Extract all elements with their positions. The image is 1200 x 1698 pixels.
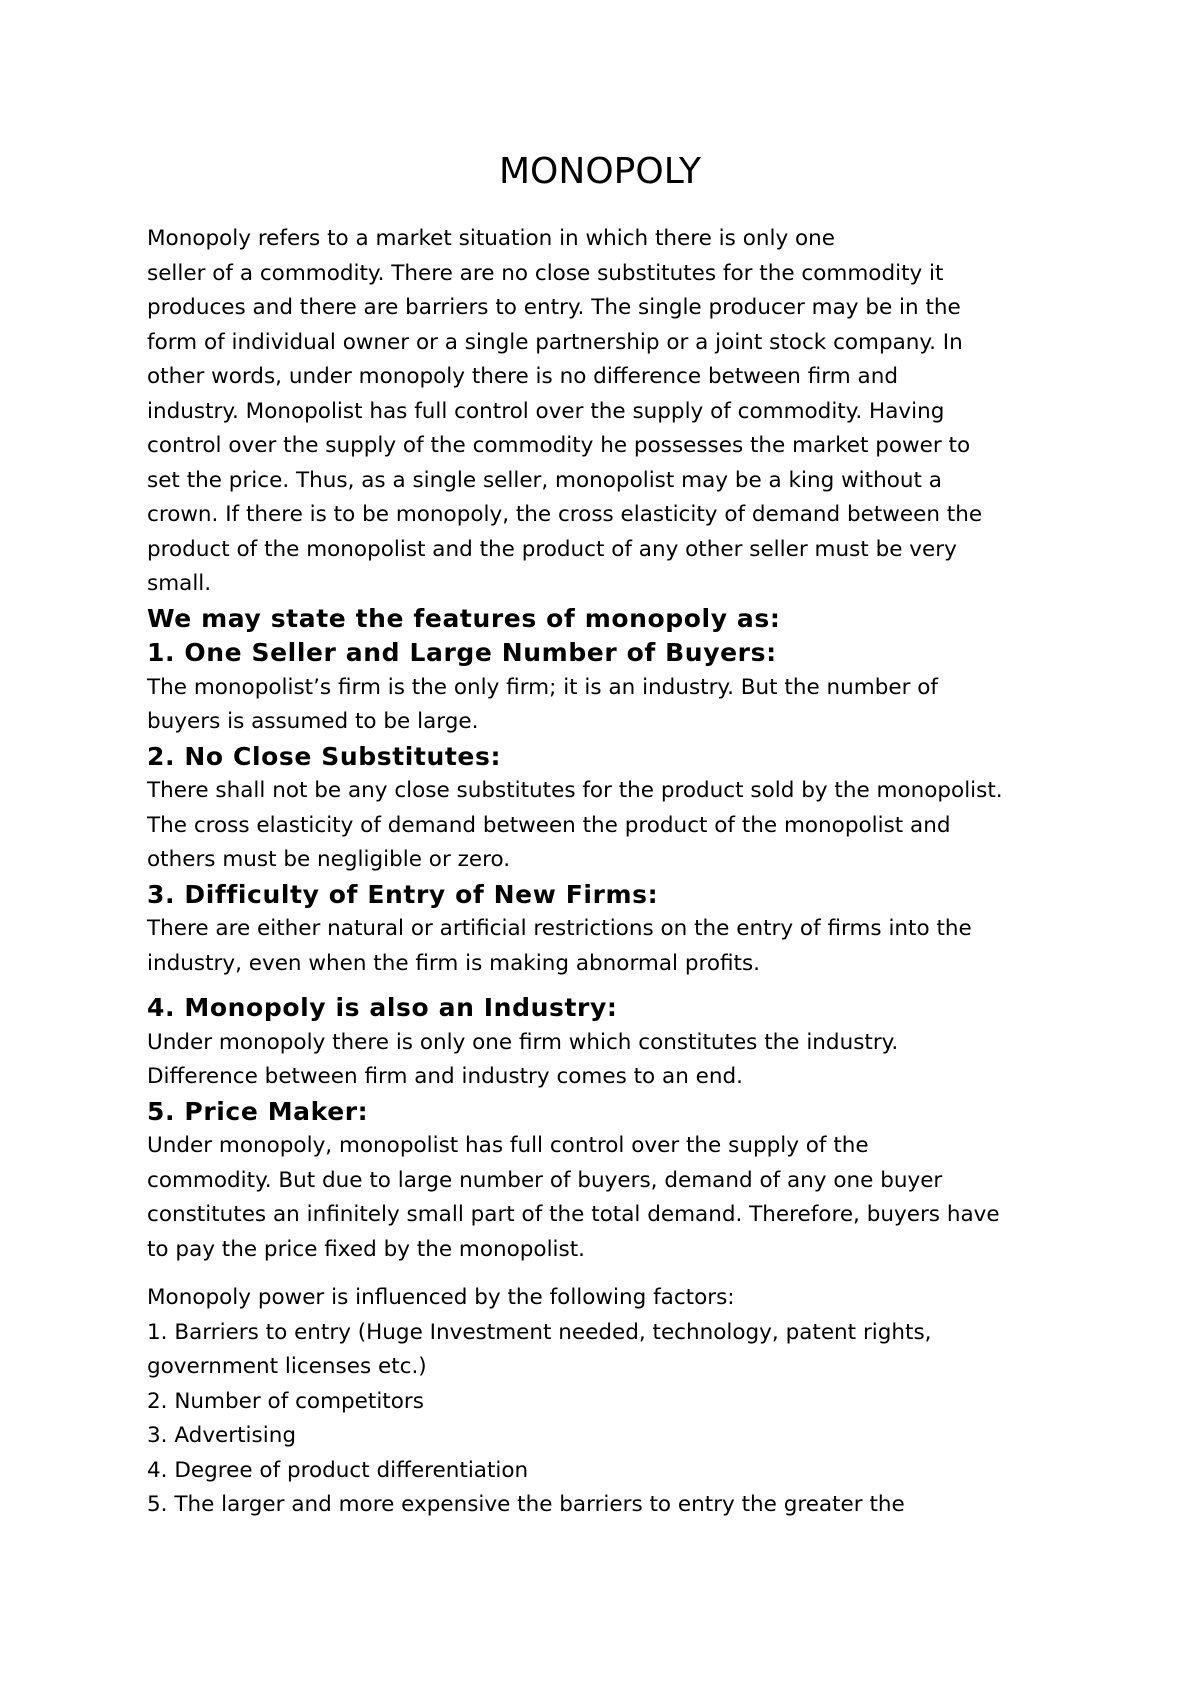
factors-line: 5. The larger and more expensive the barriers to entry the greater the [147,1492,905,1517]
intro-line: industry. Monopolist has full control over the supply of commodity. Having [147,398,945,424]
intro-line: other words, under monopoly there is no difference between firm and [147,364,898,389]
feature-heading: 3. Difficulty of Entry of New Firms: [147,879,659,909]
feature-line: The cross elasticity of demand between the product of the monopolist and [147,812,951,838]
intro-line: produces and there are barriers to entry. The single producer may be in the [147,295,961,320]
features-heading: We may state the features of monopoly as: [147,603,781,633]
intro-line: seller of a commodity. There are no close substitutes for the commodity it [147,260,944,286]
intro-line: form of individual owner or a single partnership or a joint stock company. In [147,329,963,355]
feature-line: industry, even when the firm is making abnormal profits. [147,950,761,976]
feature-line: buyers is assumed to be large. [147,709,479,734]
feature-line: There are either natural or artificial restrictions on the entry of firms into the [147,916,972,941]
feature-section [147,878,1087,982]
feature-line: Difference between firm and industry comes to an end. [147,1064,744,1089]
feature-heading: 4. Monopoly is also an Industry: [147,993,618,1022]
feature-line: The monopolist’s firm is the only firm; it is an industry. But the number of [147,674,938,700]
factors-line: 4. Degree of product differentiation [147,1457,529,1483]
intro-line: product of the monopolist and the product of any other seller must be very [147,536,957,562]
feature-line: to pay the price fixed by the monopolist. [147,1236,585,1262]
intro-line: control over the supply of the commodity he possesses the market power to [147,433,971,458]
page-title: MONOPOLY [499,151,701,192]
feature-heading: 1. One Seller and Large Number of Buyers: [147,638,777,667]
feature-heading: 2. No Close Substitutes: [147,741,502,771]
feature-heading: 5. Price Maker: [147,1096,369,1126]
feature-section [147,1095,1087,1268]
factors-line: Monopoly power is influenced by the following factors: [147,1285,735,1310]
feature-line: There shall not be any close substitutes for the product sold by the monopolist. [147,778,1003,803]
factors-line: 1. Barriers to entry (Huge Investment needed, technology, patent rights, [147,1319,932,1345]
intro-line: set the price. Thus, as a single seller, monopolist may be a king without a [147,467,942,493]
intro-line: Monopoly refers to a market situation in which there is only one [147,226,836,251]
feature-line: others must be negligible or zero. [147,847,511,872]
feature-line: Under monopoly there is only one firm which constitutes the industry. [147,1029,899,1055]
factors-list [147,1281,1087,1523]
feature-section [147,991,1087,1095]
factors-line: government licenses etc.) [147,1354,427,1379]
feature-line: constitutes an infinitely small part of the total demand. Therefore, buyers have [147,1202,1000,1227]
feature-section [147,740,1087,878]
feature-line: commodity. But due to large number of buyers, demand of any one buyer [147,1167,943,1193]
intro-line: crown. If there is to be monopoly, the cross elasticity of demand between the [147,502,983,527]
document-body [147,222,1087,1523]
intro-line: small. [147,571,212,596]
factors-line: 2. Number of competitors [147,1388,424,1414]
feature-section [147,636,1087,740]
feature-line: Under monopoly, monopolist has full control over the supply of the [147,1133,869,1158]
intro-paragraph [147,222,1087,602]
factors-line: 3. Advertising [147,1423,296,1448]
